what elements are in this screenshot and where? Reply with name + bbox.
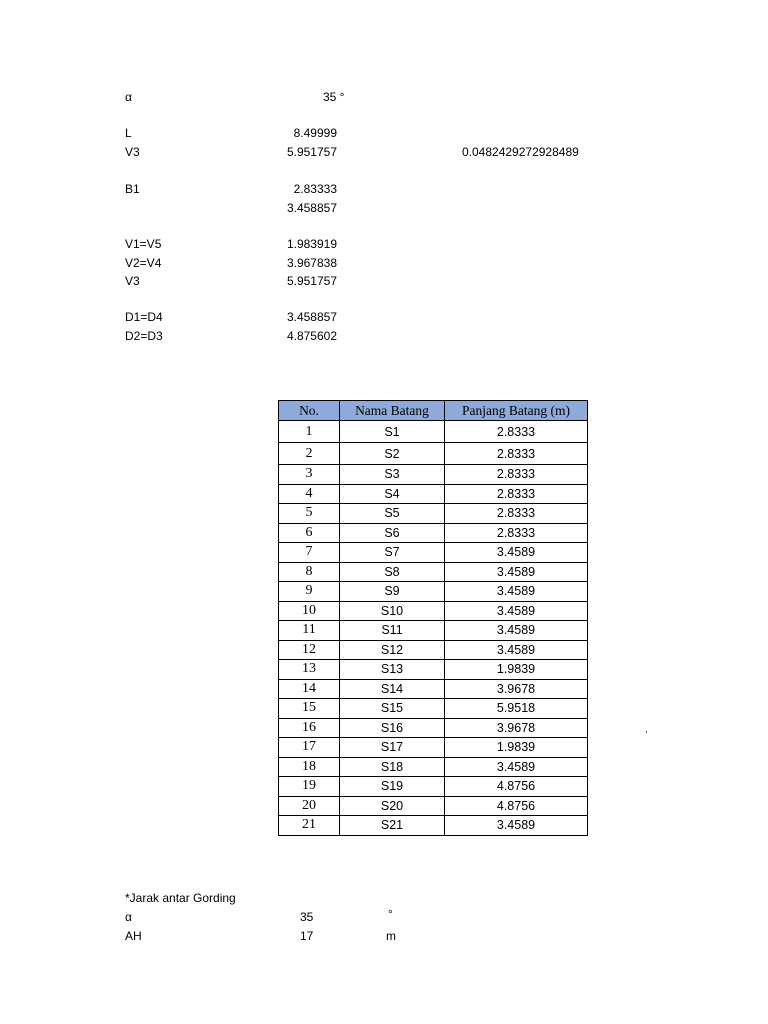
gording-alpha-unit: ° [388,907,393,921]
row-no: 9 [279,582,340,602]
row-length: 2.8333 [445,523,588,543]
row-name: S10 [340,601,445,621]
row-no: 15 [279,699,340,719]
row-no: 20 [279,796,340,816]
row-length: 2.8333 [445,465,588,485]
row-name: S12 [340,640,445,660]
row-no: 4 [279,484,340,504]
row-length: 3.4589 [445,640,588,660]
table-row [279,562,588,582]
row-name: S16 [340,718,445,738]
header-nama-batang: Nama Batang [340,401,445,421]
row-length: 5.9518 [445,699,588,719]
row-length: 1.9839 [445,660,588,680]
row-length: 2.8333 [445,484,588,504]
row-length: 3.9678 [445,679,588,699]
v3-value-second: 5.951757 [286,274,337,288]
row-no: 3 [279,465,340,485]
row-name: S17 [340,738,445,758]
l-value: 8.49999 [293,126,337,140]
unnamed-value: 3.458857 [286,201,337,215]
row-no: 13 [279,660,340,680]
l-label: L [125,126,132,140]
v3-value: 5.951757 [286,145,337,159]
table-row [279,443,588,465]
row-name: S13 [340,660,445,680]
row-no: 21 [279,816,340,836]
table-row [279,601,588,621]
table-row [279,660,588,680]
row-no: 5 [279,504,340,524]
table-row [279,738,588,758]
row-name: S21 [340,816,445,836]
gording-alpha-label: α [125,910,132,924]
row-length: 4.8756 [445,796,588,816]
row-name: S1 [340,421,445,443]
gording-heading: *Jarak antar Gording [125,891,236,905]
table-row [279,504,588,524]
row-no: 17 [279,738,340,758]
alpha-value: 35 ° [323,90,345,104]
row-length: 3.4589 [445,757,588,777]
row-name: S14 [340,679,445,699]
row-no: 7 [279,543,340,563]
row-name: S20 [340,796,445,816]
row-no: 6 [279,523,340,543]
row-length: 3.4589 [445,816,588,836]
v2-v4-value: 3.967838 [286,256,337,270]
d2-d3-value: 4.875602 [286,329,337,343]
gording-alpha-value: 35 [300,910,314,924]
row-length: 3.9678 [445,718,588,738]
row-name: S7 [340,543,445,563]
stray-mark: , [645,724,648,735]
row-name: S19 [340,777,445,797]
row-no: 10 [279,601,340,621]
row-length: 2.8333 [445,443,588,465]
v1-v5-value: 1.983919 [286,237,337,251]
table-row [279,699,588,719]
row-length: 3.4589 [445,601,588,621]
header-panjang-batang: Panjang Batang (m) [445,401,588,421]
row-no: 12 [279,640,340,660]
v3-label: V3 [125,145,140,159]
row-length: 2.8333 [445,504,588,524]
d2-d3-label: D2=D3 [125,329,163,343]
table-row [279,621,588,641]
row-no: 1 [279,421,340,443]
row-name: S5 [340,504,445,524]
table-row [279,465,588,485]
row-length: 3.4589 [445,543,588,563]
row-name: S4 [340,484,445,504]
gording-ah-label: AH [125,929,142,943]
table-row [279,543,588,563]
table-row [279,421,588,443]
v1-v5-label: V1=V5 [125,237,162,251]
table-row [279,640,588,660]
row-name: S8 [340,562,445,582]
row-length: 3.4589 [445,562,588,582]
row-no: 18 [279,757,340,777]
d1-d4-value: 3.458857 [286,310,337,324]
table-row [279,484,588,504]
table-row [279,582,588,602]
d1-d4-label: D1=D4 [125,310,163,324]
row-length: 4.8756 [445,777,588,797]
row-length: 2.8333 [445,421,588,443]
row-name: S15 [340,699,445,719]
header-no: No. [279,401,340,421]
batang-table [278,400,588,836]
table-header-row [279,401,588,421]
row-name: S6 [340,523,445,543]
gording-ah-value: 17 [300,929,314,943]
v2-v4-label: V2=V4 [125,256,162,270]
table-row [279,523,588,543]
row-name: S9 [340,582,445,602]
row-no: 2 [279,443,340,465]
b1-value: 2.83333 [293,182,337,196]
row-no: 11 [279,621,340,641]
row-name: S18 [340,757,445,777]
row-name: S11 [340,621,445,641]
gording-ah-unit: m [386,929,396,943]
row-name: S2 [340,443,445,465]
table-row [279,796,588,816]
row-no: 14 [279,679,340,699]
table-row [279,816,588,836]
v3-label-second: V3 [125,274,140,288]
table-row [279,777,588,797]
row-length: 3.4589 [445,621,588,641]
row-length: 1.9839 [445,738,588,758]
table-row [279,718,588,738]
table-row [279,679,588,699]
b1-label: B1 [125,182,140,196]
v3-extra-value: 0.0482429272928489 [462,145,579,159]
row-no: 19 [279,777,340,797]
row-no: 16 [279,718,340,738]
row-length: 3.4589 [445,582,588,602]
table-row [279,757,588,777]
row-no: 8 [279,562,340,582]
alpha-label: α [125,90,132,104]
row-name: S3 [340,465,445,485]
